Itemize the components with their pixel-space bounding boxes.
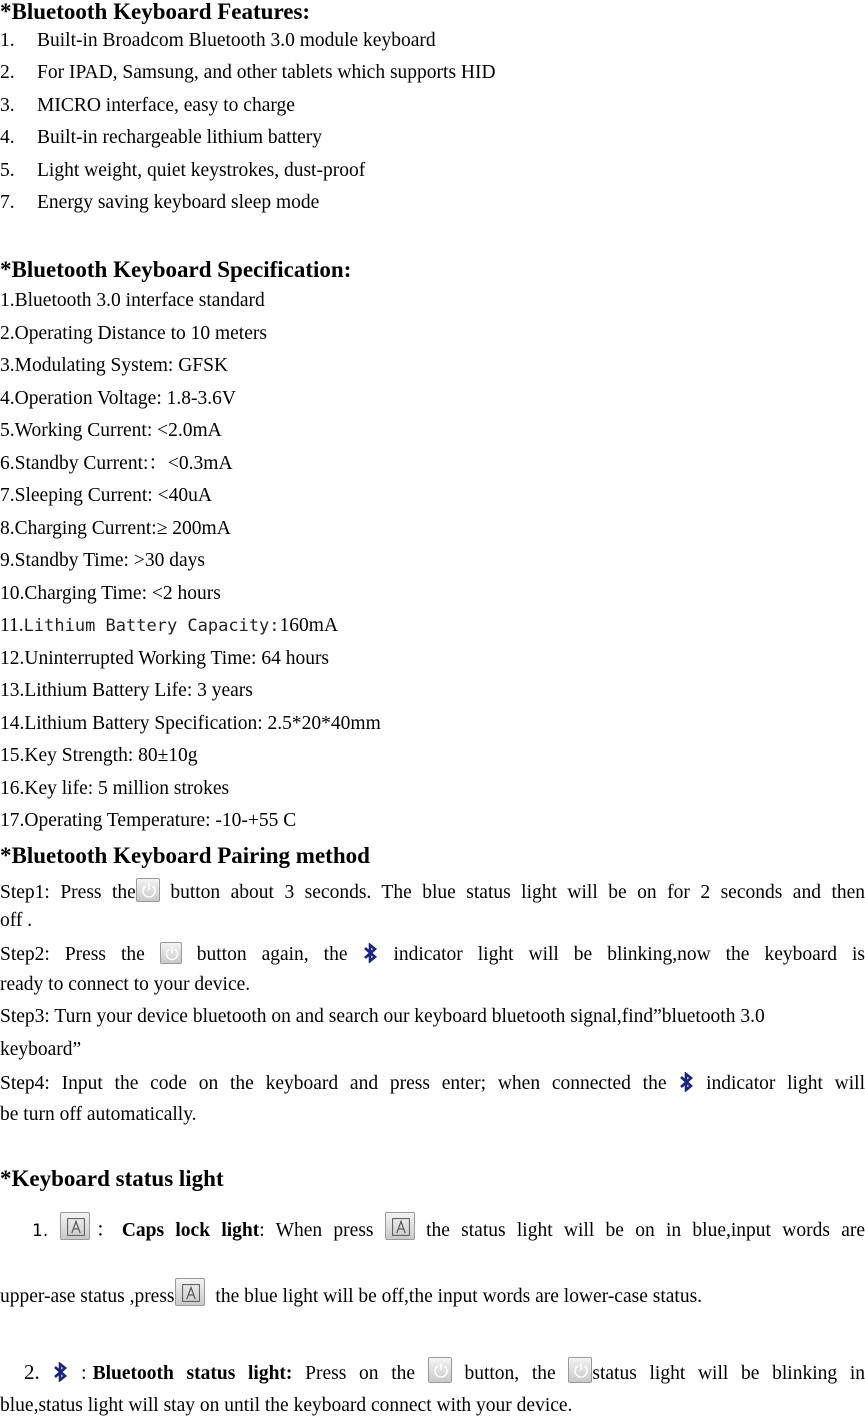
- bluetooth-status-line1: 2. : Bluetooth status light: Press on the button, the status light will be blinking in: [24, 1357, 865, 1389]
- caps-lock-line1: 1. ：Caps lock light: When press the status light will be on in blue,input words are: [32, 1212, 865, 1246]
- caps-lock-icon: [385, 1212, 415, 1240]
- power-icon: [428, 1357, 452, 1383]
- feature-item: 1. Built-in Broadcom Bluetooth 3.0 module keyboard: [0, 30, 436, 51]
- specification-heading: *Bluetooth Keyboard Specification:: [0, 257, 352, 282]
- bluetooth-status-line2: blue,status light will stay on until the keyboard connect with your device.: [0, 1395, 573, 1416]
- spec-item: 5.Working Current: <2.0mA: [0, 420, 222, 441]
- spec-item: 8.Charging Current:≥ 200mA: [0, 518, 231, 539]
- spec-item: 6.Standby Current:：<0.3mA: [0, 453, 233, 474]
- feature-item: 4. Built-in rechargeable lithium battery: [0, 127, 323, 148]
- feature-item: 2. For IPAD, Samsung, and other tablets which supports HID: [0, 62, 496, 83]
- spec-item-battery-capacity: 11.Lithium Battery Capacity:160mA: [0, 615, 339, 636]
- feature-item: 5. Light weight, quiet keystrokes, dust-proof: [0, 160, 366, 181]
- spec-item: 1.Bluetooth 3.0 interface standard: [0, 290, 265, 311]
- feature-item: 7. Energy saving keyboard sleep mode: [0, 192, 320, 213]
- spec-item: 3.Modulating System: GFSK: [0, 355, 229, 376]
- caps-lock-line2: upper-ase status ,press the blue light will be off,the input words are lower-case status.: [0, 1278, 702, 1307]
- power-icon: [160, 942, 182, 964]
- spec-item: 9.Standby Time: >30 days: [0, 550, 205, 571]
- spec-item: 13.Lithium Battery Life: 3 years: [0, 680, 253, 701]
- pairing-step2-line2: ready to connect to your device.: [0, 974, 251, 995]
- spec-item: 14.Lithium Battery Specification: 2.5*20*40mm: [0, 713, 381, 734]
- pairing-step1-line2: off .: [0, 910, 33, 931]
- pairing-step3-line2: keyboard”: [0, 1039, 82, 1060]
- bluetooth-icon: [52, 1362, 68, 1389]
- spec-item: 16.Key life: 5 million strokes: [0, 778, 230, 799]
- pairing-step1-line1: Step1: Press the button about 3 seconds. The blue status light will be on for 2 seconds and then: [0, 878, 865, 903]
- features-heading: *Bluetooth Keyboard Features:: [0, 0, 311, 24]
- pairing-step4-line2: be turn off automatically.: [0, 1104, 197, 1125]
- spec-item: 4.Operation Voltage: 1.8-3.6V: [0, 388, 236, 409]
- pairing-heading: *Bluetooth Keyboard Pairing method: [0, 843, 370, 868]
- pairing-step3-line1: Step3: Turn your device bluetooth on and search our keyboard bluetooth signal,find”bluetooth 3.0: [0, 1006, 765, 1027]
- status-heading: *Keyboard status light: [0, 1166, 224, 1191]
- caps-lock-icon: [60, 1212, 90, 1240]
- caps-lock-icon: [175, 1278, 205, 1306]
- spec-item: 7.Sleeping Current: <40uA: [0, 485, 212, 506]
- power-icon: [136, 878, 160, 902]
- pairing-step2-line1: Step2: Press the button again, the indicator light will be blinking,now the keyboard is: [0, 942, 865, 968]
- pairing-step4-line1: Step4: Input the code on the keyboard and press enter; when connected the indicator light will: [0, 1072, 865, 1097]
- spec-item: 15.Key Strength: 80±10g: [0, 745, 198, 766]
- bluetooth-icon: [678, 1072, 694, 1097]
- power-icon: [568, 1357, 592, 1383]
- spec-item: 2.Operating Distance to 10 meters: [0, 323, 267, 344]
- spec-item: 10.Charging Time: <2 hours: [0, 583, 221, 604]
- feature-item: 3. MICRO interface, easy to charge: [0, 95, 295, 116]
- bluetooth-icon: [362, 943, 378, 968]
- spec-item: 17.Operating Temperature: -10-+55 C: [0, 810, 297, 831]
- spec-item: 12.Uninterrupted Working Time: 64 hours: [0, 648, 330, 669]
